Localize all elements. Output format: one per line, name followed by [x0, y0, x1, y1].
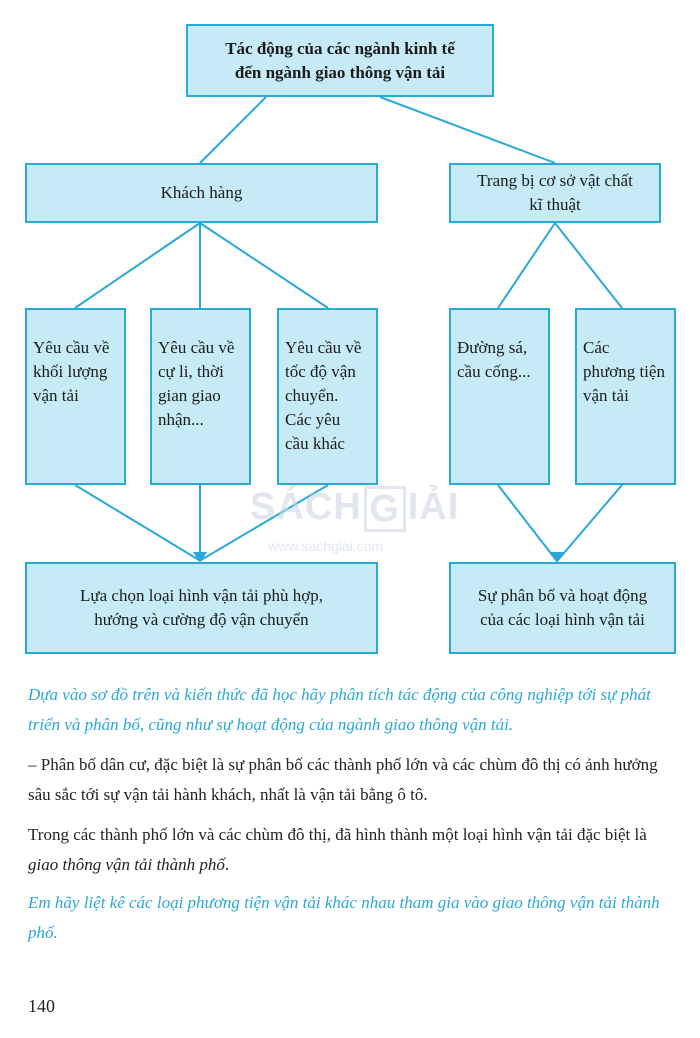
- connector-tb-2: [555, 223, 622, 308]
- watermark-logo: [250, 486, 459, 532]
- requirement-volume-line1: Yêu cầu về: [33, 338, 110, 357]
- arrow-line-5: [558, 485, 622, 560]
- requirement-speed-line1: Yêu cầu về: [285, 338, 362, 357]
- question-2: Em hãy liệt kê các loại phương tiện vận tải khác nhau tham gia vào giao thông vận tải thành phố.: [28, 893, 660, 942]
- paragraph-2-emphasis: giao thông vận tải thành phố: [28, 855, 225, 874]
- transport-choice-line1: Lựa chọn loại hình vận tải phù hợp,: [80, 586, 323, 605]
- roads-bridges-line2: cầu cống...: [457, 362, 531, 381]
- requirement-volume-line3: vận tải: [33, 386, 79, 405]
- transport-distribution-line2: của các loại hình vận tải: [480, 610, 645, 629]
- requirement-distance-line4: nhận...: [158, 410, 204, 429]
- watermark-brand-b: IẢI: [407, 486, 460, 529]
- watermark-brand-a: SÁCH: [250, 486, 362, 529]
- paragraph-2-end: .: [224, 855, 230, 874]
- requirement-distance-line1: Yêu cầu về: [158, 338, 235, 357]
- arrow-line-4: [498, 485, 556, 560]
- requirement-speed-line3: chuyển.: [285, 386, 339, 405]
- transport-distribution-line1: Sự phân bố và hoạt động: [477, 586, 648, 605]
- arrow-line-1: [75, 485, 199, 560]
- connector-top-left: [200, 97, 266, 163]
- requirement-distance-line2: cự li, thời: [158, 362, 224, 381]
- top-node: [186, 24, 494, 97]
- transport-distribution-node: [449, 562, 676, 654]
- transport-choice-node: [25, 562, 378, 654]
- customers-node-label: Khách hàng: [160, 183, 243, 202]
- question-1: Dựa vào sơ đồ trên và kiến thức đã học hãy phân tích tác động của công nghiệp tới sự phát triển và phân bố, cũng như sự hoạt động của ngành giao thông vận tải.: [28, 685, 651, 734]
- roads-bridges-node: [449, 308, 550, 485]
- top-node-line1: Tác động của các ngành kinh tế: [225, 38, 455, 58]
- paragraph-2-text: Trong các thành phố lớn và các chùm đô thị, đã hình thành một loại hình vận tải đặc biệt là: [28, 825, 647, 844]
- transport-choice-line2: hướng và cường độ vận chuyển: [94, 610, 309, 629]
- infrastructure-node: [449, 163, 661, 223]
- requirement-volume-node: [25, 308, 126, 485]
- paragraph-1: – Phân bố dân cư, đặc biệt là sự phân bố các thành phố lớn và các chùm đô thị có ảnh hưởng sâu sắc tới sự vận tải hành khách, nhất là vận tải bằng ô tô.: [28, 755, 658, 804]
- requirement-speed-line2: tốc độ vận: [285, 362, 356, 381]
- connector-top-right: [380, 97, 555, 163]
- vehicles-node: [575, 308, 676, 485]
- customers-node: [25, 163, 378, 223]
- page-number: 140: [28, 996, 55, 1016]
- infrastructure-node-line2: kĩ thuật: [529, 195, 581, 214]
- requirement-volume-line2: khối lượng: [33, 362, 108, 381]
- paragraph-2: [28, 820, 678, 880]
- vehicles-line3: vận tải: [583, 386, 629, 405]
- requirement-speed-line4: Các yêu: [285, 410, 341, 429]
- connector-kh-3: [200, 223, 328, 308]
- requirement-distance-line3: gian giao: [158, 386, 221, 405]
- infrastructure-node-line1: Trang bị cơ sở vật chất: [477, 171, 633, 190]
- watermark: [250, 480, 460, 570]
- watermark-brand-g: G: [364, 486, 406, 532]
- connector-kh-1: [75, 223, 200, 308]
- requirement-distance-node: [150, 308, 251, 485]
- top-node-line2: đến ngành giao thông vận tải: [234, 62, 446, 82]
- roads-bridges-line1: Đường sá,: [457, 338, 528, 357]
- requirement-speed-node: [277, 308, 378, 485]
- vehicles-line2: phương tiện: [583, 362, 665, 381]
- watermark-url: www.sachgiai.com: [268, 538, 384, 554]
- connector-tb-1: [498, 223, 555, 308]
- requirement-speed-line5: cầu khác: [285, 434, 345, 453]
- vehicles-line1: Các: [583, 338, 610, 357]
